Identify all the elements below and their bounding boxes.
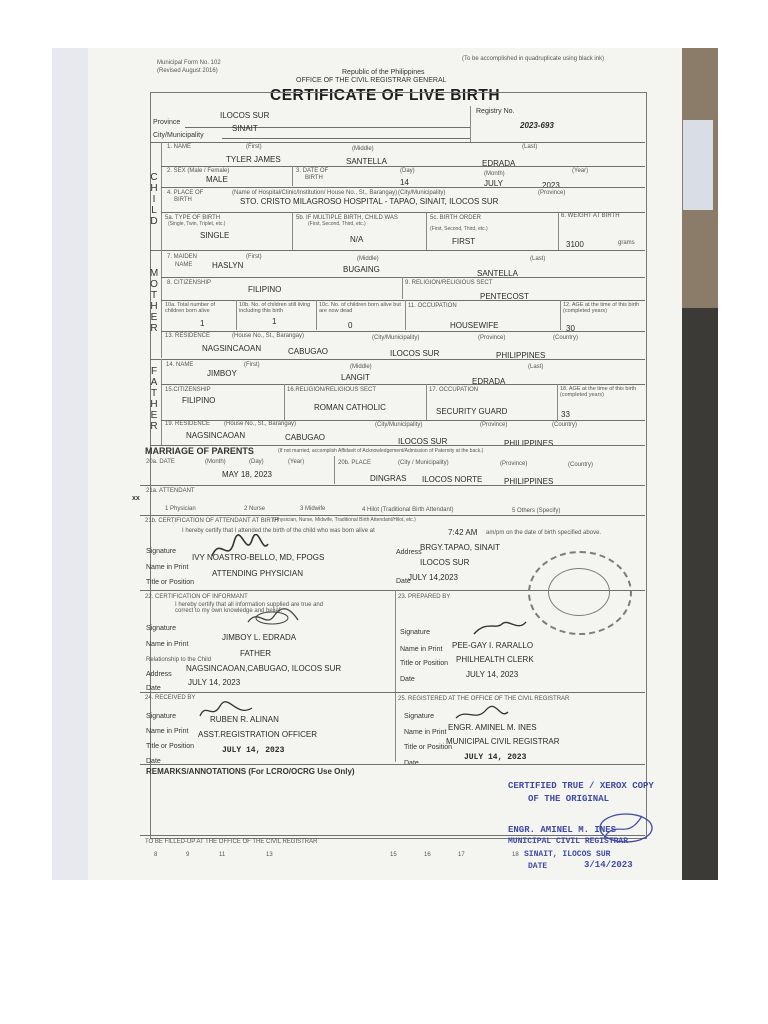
attendant-address-line1: BRGY.TAPAO, SINAIT xyxy=(420,543,501,552)
child-weight: 3100 xyxy=(566,240,584,249)
certified-copy-signature xyxy=(596,808,656,848)
footer-code: 18 xyxy=(512,852,519,858)
mother-last-name: SANTELLA xyxy=(477,269,518,278)
city-label: City/Municipality xyxy=(153,132,204,139)
attendant-option-others: 5 Others (Specify) xyxy=(512,508,561,514)
stamp-registrar-place: SINAIT, ILOCOS SUR xyxy=(524,850,611,859)
attendant-name: IVY NOASTRO-BELLO, MD, FPOGS xyxy=(192,553,325,562)
attendant-option-nurse: 2 Nurse xyxy=(244,506,266,512)
mother-age: 30 xyxy=(566,324,575,333)
father-residence-province: ILOCOS SUR xyxy=(398,437,448,446)
marriage-heading: MARRIAGE OF PARENTS xyxy=(145,446,254,456)
stamp-date-label: DATE xyxy=(528,862,548,871)
child-first-name: TYLER JAMES xyxy=(226,155,281,164)
background-left xyxy=(52,48,92,880)
attendant-option-hilot: 4 Hilot (Traditional Birth Attendant) xyxy=(362,507,454,513)
attendant-date: JULY 14,2023 xyxy=(408,573,458,582)
child-birth-month: JULY xyxy=(484,179,503,188)
receiver-title: ASST.REGISTRATION OFFICER xyxy=(198,730,317,739)
child-name-label: 1. NAME xyxy=(167,144,192,150)
attendant-option-physician: 1 Physician xyxy=(165,506,196,512)
mother-children-dead: 0 xyxy=(348,321,353,330)
mother-occupation: HOUSEWIFE xyxy=(450,321,499,330)
child-multiple-birth: N/A xyxy=(350,235,364,244)
footer-code: 16 xyxy=(424,852,431,858)
mother-residence-barangay: NAGSINCAOAN xyxy=(202,344,262,353)
footer-code: 8 xyxy=(154,852,158,858)
stamp-date-value: 3/14/2023 xyxy=(584,860,633,870)
receiver-name: RUBEN R. ALINAN xyxy=(210,715,279,724)
preparer-title: PHILHEALTH CLERK xyxy=(456,655,534,664)
attendant-address-line2: ILOCOS SUR xyxy=(420,558,470,567)
province-value: ILOCOS SUR xyxy=(220,111,270,120)
remarks-label: REMARKS/ANNOTATIONS (For LCRO/OCRG Use Only) xyxy=(146,767,355,776)
marriage-city: DINGRAS xyxy=(370,474,407,483)
marriage-province: ILOCOS NORTE xyxy=(422,475,483,484)
attendant-title: ATTENDING PHYSICIAN xyxy=(212,569,303,578)
republic-label: Republic of the Philippines xyxy=(342,69,425,76)
mother-residence-country: PHILIPPINES xyxy=(496,351,546,360)
child-birth-day: 14 xyxy=(400,178,409,187)
certified-original-stamp: OF THE ORIGINAL xyxy=(528,794,610,804)
child-sex: MALE xyxy=(206,175,228,184)
marriage-date: MAY 18, 2023 xyxy=(222,470,272,479)
mother-religion: PENTECOST xyxy=(480,292,529,301)
preparer-signature xyxy=(470,616,530,638)
child-birth-year: 2023 xyxy=(542,181,560,190)
father-residence-city: CABUGAO xyxy=(285,433,326,442)
father-age: 33 xyxy=(561,410,570,419)
marriage-country: PHILIPPINES xyxy=(504,477,554,486)
father-citizenship: FILIPINO xyxy=(182,396,216,405)
preparer-name: PEE-GAY I. RARALLO xyxy=(452,641,534,650)
informant-address: NAGSINCAOAN,CABUGAO, ILOCOS SUR xyxy=(186,664,342,673)
registrar-date: JULY 14, 2023 xyxy=(464,753,527,762)
registry-label: Registry No. xyxy=(476,108,515,115)
child-birth-order: FIRST xyxy=(452,237,476,246)
mother-residence-province: ILOCOS SUR xyxy=(390,349,440,358)
child-place-of-birth: STO. CRISTO MILAGROSO HOSPITAL - TAPAO, SINAIT, ILOCOS SUR xyxy=(240,197,499,206)
attendant-time: 7:42 AM xyxy=(448,528,478,537)
father-last-name: EDRADA xyxy=(472,377,506,386)
mother-children-born-alive: 1 xyxy=(200,319,205,328)
background-paper-stack xyxy=(683,120,713,210)
form-revised: (Revised August 2016) xyxy=(157,68,218,74)
mother-residence-city: CABUGAO xyxy=(288,347,329,356)
marriage-xx-mark: xx xyxy=(132,495,140,502)
informant-relationship: FATHER xyxy=(240,649,271,658)
father-residence-country: PHILIPPINES xyxy=(504,439,554,448)
child-side-label: C H I L D xyxy=(150,172,158,227)
registrar-name: ENGR. AMINEL M. INES xyxy=(448,723,537,732)
mother-side-label: M O T H E R xyxy=(149,268,159,334)
footer-code: 11 xyxy=(219,852,226,858)
informant-name: JIMBOY L. EDRADA xyxy=(222,633,297,642)
footer-code: 9 xyxy=(186,852,190,858)
father-occupation: SECURITY GUARD xyxy=(436,407,508,416)
mother-citizenship: FILIPINO xyxy=(248,285,282,294)
child-last-name: EDRADA xyxy=(482,159,516,168)
footer-code: 15 xyxy=(390,852,397,858)
father-residence-barangay: NAGSINCAOAN xyxy=(186,431,246,440)
footer-code: 17 xyxy=(458,852,465,858)
form-instruction: (To be accomplished in quadruplicate using black ink) xyxy=(462,56,605,62)
office-label: OFFICE OF THE CIVIL REGISTRAR GENERAL xyxy=(296,77,447,84)
registrar-title: MUNICIPAL CIVIL REGISTRAR xyxy=(446,737,560,746)
father-side-label: F A T H E R xyxy=(150,366,158,432)
child-type-of-birth: SINGLE xyxy=(200,231,230,240)
stamp-registrar-name: ENGR. AMINEL M. INES xyxy=(508,825,617,835)
father-middle-name: LANGIT xyxy=(341,373,370,382)
footer-code: 13 xyxy=(266,852,273,858)
mother-middle-name: BUGAING xyxy=(343,265,380,274)
father-religion: ROMAN CATHOLIC xyxy=(314,403,386,412)
father-first-name: JIMBOY xyxy=(207,369,237,378)
mother-children-living: 1 xyxy=(272,317,277,326)
province-label: Province xyxy=(153,119,181,126)
informant-date: JULY 14, 2023 xyxy=(188,678,241,687)
preparer-date: JULY 14, 2023 xyxy=(466,670,519,679)
child-middle-name: SANTELLA xyxy=(346,157,387,166)
registry-number: 2023-693 xyxy=(520,121,554,130)
footer-label: TO BE FILLED-UP AT THE OFFICE OF THE CIVIL REGISTRAR xyxy=(145,839,318,845)
form-number: Municipal Form No. 102 xyxy=(157,60,221,66)
certified-true-copy-stamp: CERTIFIED TRUE / XEROX COPY xyxy=(508,781,654,791)
attendant-signature xyxy=(210,534,270,564)
receiver-date: JULY 14, 2023 xyxy=(222,746,285,755)
page-title: CERTIFICATE OF LIVE BIRTH xyxy=(270,87,501,104)
city-value: SINAIT xyxy=(232,124,258,133)
mother-first-name: HASLYN xyxy=(212,261,244,270)
registrar-seal-inner xyxy=(548,568,610,616)
stamp-registrar-title: MUNICIPAL CIVIL REGISTRAR xyxy=(508,837,629,846)
attendant-option-midwife: 3 Midwife xyxy=(300,506,326,512)
